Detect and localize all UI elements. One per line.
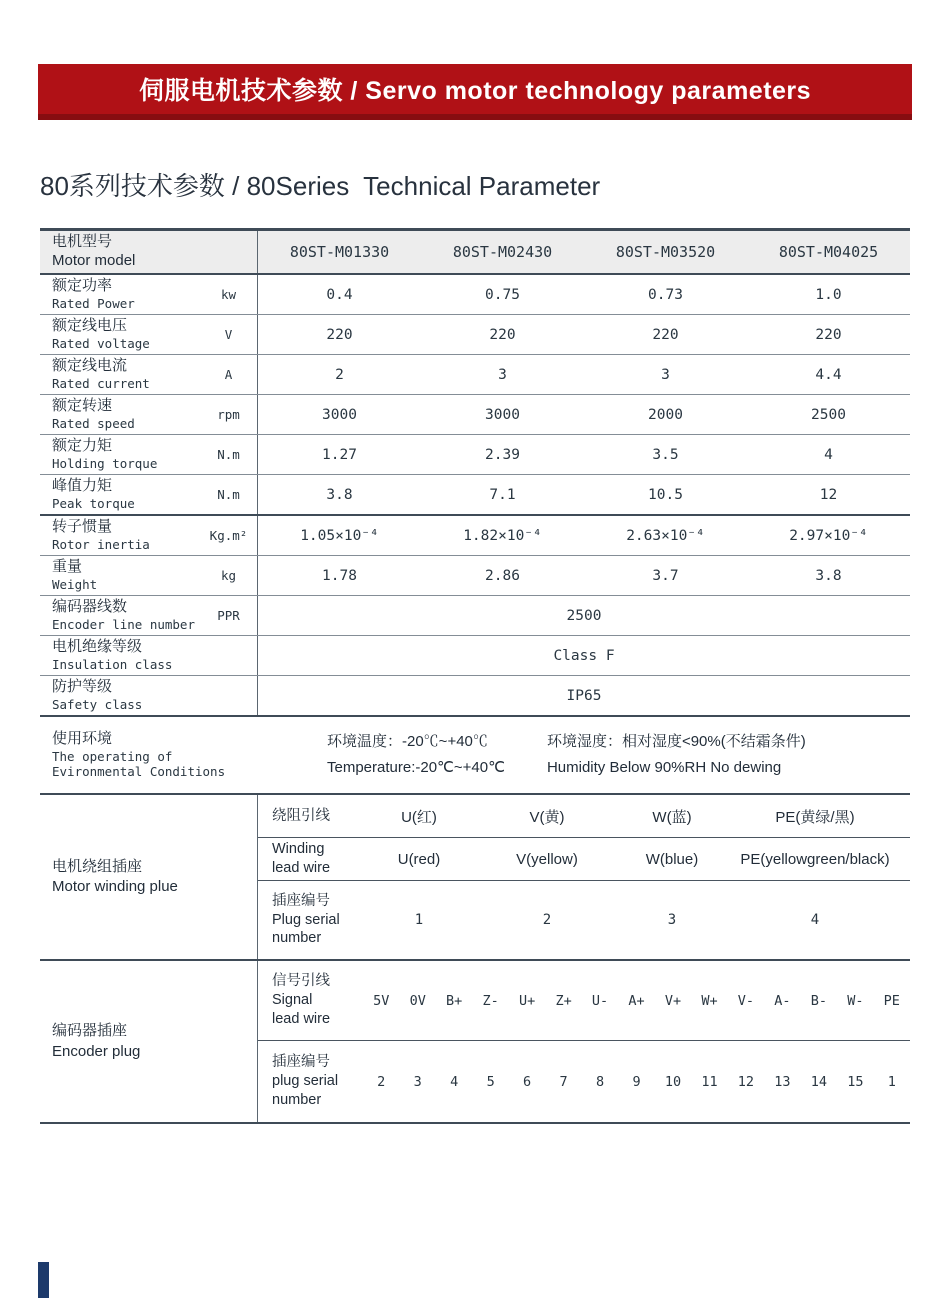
plug-number-cell: 7 — [559, 1073, 568, 1090]
spec-value: 2.86 — [485, 567, 520, 584]
spec-values — [257, 636, 910, 675]
signal-cell: W- — [847, 992, 864, 1009]
encoder-label-line: 信号引线 — [272, 973, 330, 990]
spec-values — [257, 516, 910, 555]
winding-side-label — [40, 795, 257, 959]
winding-subrow-label — [258, 892, 368, 949]
footer-accent-bar — [38, 1262, 49, 1298]
spec-label-zh: 额定线电压 — [52, 317, 128, 335]
model-name: 80ST-M03520 — [615, 243, 716, 261]
spec-label-cell — [40, 357, 200, 391]
spec-row — [40, 395, 910, 435]
winding-label-line: lead wire — [272, 860, 331, 876]
plug-number-cell: 15 — [847, 1073, 864, 1090]
spec-label-en: Peak torque — [52, 496, 135, 512]
spec-value: 3 — [498, 366, 507, 383]
signal-cell: U+ — [518, 992, 536, 1009]
spec-values — [257, 676, 910, 715]
spec-unit: V — [224, 327, 233, 342]
spec-values — [257, 475, 910, 514]
spec-table — [40, 228, 910, 1124]
winding-cell: V(黄) — [529, 808, 565, 826]
signal-cell: U- — [591, 992, 609, 1009]
spec-values — [257, 395, 910, 434]
spec-value-span: Class F — [553, 647, 615, 664]
spec-unit: N.m — [217, 447, 240, 462]
winding-side-label-zh: 电机绕组插座 — [52, 857, 143, 875]
plug-number-cell: 13 — [774, 1073, 791, 1090]
spec-value: 1.27 — [322, 446, 357, 463]
env-humidity-block — [547, 729, 806, 782]
spec-label-cell — [40, 477, 200, 511]
winding-cell: W(blue) — [645, 850, 699, 868]
spec-value: 12 — [819, 486, 838, 503]
encoder-subrow — [258, 961, 910, 1041]
plug-number-cell: 14 — [810, 1073, 827, 1090]
spec-unit: kg — [220, 568, 237, 583]
spec-unit: N.m — [217, 487, 240, 502]
encoder-label-line: 插座编号 — [272, 1054, 330, 1071]
signal-cell: V+ — [664, 992, 682, 1009]
spec-value: 3.5 — [652, 446, 679, 463]
env-humidity-zh: 环境湿度：相对湿度<90%(不结霜条件) — [546, 732, 806, 750]
spec-label-cell — [40, 598, 200, 632]
spec-value: 2 — [335, 366, 344, 383]
plug-number-cell: 8 — [595, 1073, 605, 1090]
winding-cell: 2 — [542, 912, 552, 928]
encoder-subrow-label — [258, 972, 363, 1029]
env-temperature-en: Temperature:-20℃~+40℃ — [327, 759, 505, 776]
winding-cell: U(红) — [401, 808, 437, 826]
spec-label-cell — [40, 317, 200, 351]
motor-winding-section — [40, 795, 910, 961]
spec-values — [257, 355, 910, 394]
plug-number-cell: 2 — [377, 1073, 386, 1090]
spec-row — [40, 355, 910, 395]
winding-cell: 3 — [667, 912, 677, 928]
spec-values — [257, 275, 910, 314]
spec-unit: Kg.m² — [209, 528, 248, 543]
spec-label-en: Weight — [52, 577, 98, 593]
encoder-label-line: number — [272, 1091, 322, 1108]
spec-value: 220 — [489, 326, 516, 343]
winding-subrow-label — [258, 840, 368, 878]
spec-label-en: Rated current — [52, 376, 150, 392]
header-label-zh: 电机型号 — [52, 233, 113, 251]
spec-label-en: Rated speed — [52, 416, 135, 432]
spec-value: 3 — [661, 366, 670, 383]
banner — [38, 64, 912, 120]
spec-value-span: 2500 — [566, 607, 602, 624]
spec-value: 220 — [815, 326, 842, 343]
spec-row — [40, 596, 910, 636]
spec-value: 1.05×10⁻⁴ — [300, 527, 379, 544]
model-name: 80ST-M04025 — [778, 243, 879, 261]
winding-cell: U(red) — [397, 850, 441, 868]
winding-label-line: 绕阻引线 — [272, 807, 330, 824]
winding-subrow — [258, 795, 910, 838]
spec-label-en: Encoder line number — [52, 617, 195, 633]
winding-side-label-en: Motor winding plue — [52, 878, 178, 895]
winding-label-line: 插座编号 — [272, 892, 330, 909]
winding-cell: PE(黄绿/黑) — [775, 808, 855, 826]
spec-value: 7.1 — [489, 486, 516, 503]
spec-value: 0.75 — [485, 286, 520, 303]
signal-cell: B- — [810, 992, 827, 1009]
spec-label-zh: 额定功率 — [52, 277, 113, 295]
winding-subrow — [258, 881, 910, 959]
winding-label-line: number — [272, 930, 322, 947]
header-label-cell — [40, 233, 200, 271]
spec-values — [257, 315, 910, 354]
signal-cell: A- — [774, 992, 791, 1009]
model-name: 80ST-M02430 — [452, 243, 553, 261]
header-label-en: Motor model — [52, 252, 136, 269]
plug-number-cell: 4 — [450, 1073, 459, 1090]
winding-subrow — [258, 838, 910, 881]
spec-rows-container — [40, 275, 910, 717]
spec-label-cell — [40, 277, 200, 311]
spec-value: 2000 — [648, 406, 683, 423]
winding-cell: V(yellow) — [516, 850, 578, 868]
env-content — [257, 717, 910, 793]
spec-value: 1.78 — [322, 567, 357, 584]
spec-row — [40, 475, 910, 516]
encoder-side-label — [40, 961, 257, 1122]
spec-value: 3.8 — [815, 567, 842, 584]
spec-value: 1.0 — [815, 286, 842, 303]
banner-title: 伺服电机技术参数 / Servo motor technology parameters — [138, 77, 812, 105]
encoder-subrow-label — [258, 1053, 363, 1110]
spec-value: 0.73 — [648, 286, 683, 303]
spec-unit: rpm — [217, 407, 240, 422]
spec-row — [40, 676, 910, 717]
spec-label-cell — [40, 638, 200, 672]
encoder-side-label-en: Encoder plug — [52, 1042, 141, 1060]
spec-row — [40, 275, 910, 315]
spec-label-en: Holding torque — [52, 456, 158, 472]
spec-value: 3.8 — [326, 486, 353, 503]
spec-label-en: Insulation class — [52, 657, 173, 673]
winding-cell: 1 — [414, 912, 424, 928]
spec-value: 4.4 — [815, 366, 842, 383]
winding-subrow-label — [258, 807, 368, 826]
signal-cell: B+ — [446, 992, 463, 1009]
spec-value: 2.39 — [485, 446, 520, 463]
spec-row — [40, 636, 910, 676]
spec-row — [40, 435, 910, 475]
spec-value-span: IP65 — [566, 687, 602, 704]
spec-value: 220 — [652, 326, 679, 343]
spec-label-cell — [40, 397, 200, 431]
env-temperature-block — [327, 729, 505, 782]
env-temperature-zh: 环境温度：-20℃~+40℃ — [327, 732, 488, 750]
env-label-en-2: Evironmental Conditions — [52, 764, 226, 780]
env-label-en-1: The operating of — [52, 748, 173, 764]
env-label-cell — [40, 730, 257, 780]
spec-label-en: Safety class — [52, 697, 143, 713]
spec-label-en: Rated Power — [52, 296, 135, 312]
spec-row — [40, 315, 910, 355]
winding-subtable — [257, 795, 910, 959]
spec-row — [40, 556, 910, 596]
signal-cell: W+ — [701, 992, 718, 1009]
plug-number-cell: 12 — [737, 1073, 755, 1090]
spec-label-zh: 额定转速 — [52, 397, 113, 415]
spec-values — [257, 596, 910, 635]
spec-value: 1.82×10⁻⁴ — [463, 527, 542, 544]
model-name: 80ST-M01330 — [289, 243, 390, 261]
winding-label-line: Winding — [272, 841, 325, 858]
encoder-subrow — [258, 1041, 910, 1122]
spec-value: 3000 — [485, 406, 520, 423]
spec-value: 3.7 — [652, 567, 679, 584]
plug-number-cell: 6 — [523, 1073, 532, 1090]
spec-label-cell — [40, 558, 200, 592]
env-humidity-en: Humidity Below 90%RH No dewing — [546, 759, 782, 776]
winding-label-line: Plug serial — [272, 911, 340, 928]
spec-label-zh: 转子惯量 — [52, 518, 113, 536]
spec-label-zh: 峰值力矩 — [52, 477, 113, 495]
encoder-subtable — [257, 961, 910, 1122]
encoder-side-label-zh: 编码器插座 — [52, 1022, 128, 1040]
spec-value: 3000 — [322, 406, 357, 423]
winding-cell: PE(yellowgreen/black) — [740, 850, 890, 868]
spec-label-zh: 额定线电流 — [52, 357, 128, 375]
spec-value: 2.63×10⁻⁴ — [626, 527, 705, 544]
spec-label-zh: 电机绝缘等级 — [52, 638, 143, 656]
plug-number-cell: 1 — [887, 1073, 896, 1090]
spec-unit: PPR — [217, 608, 240, 623]
spec-value: 4 — [824, 446, 833, 463]
spec-label-zh: 重量 — [52, 558, 83, 576]
table-header-row — [40, 231, 910, 275]
encoder-plug-section — [40, 961, 910, 1122]
row-operating-environment — [40, 717, 910, 795]
encoder-label-line: lead wire — [272, 1010, 331, 1027]
header-model-cells — [257, 231, 910, 273]
spec-value: 220 — [326, 326, 353, 343]
spec-unit: A — [224, 367, 233, 382]
plug-number-cell: 9 — [632, 1073, 641, 1090]
spec-value: 0.4 — [326, 286, 353, 303]
spec-row — [40, 516, 910, 556]
plug-number-cell: 11 — [701, 1073, 718, 1090]
signal-cell: Z- — [482, 992, 499, 1009]
spec-label-en: Rotor inertia — [52, 537, 150, 553]
spec-values — [257, 556, 910, 595]
spec-label-zh: 防护等级 — [52, 678, 113, 696]
winding-cell: W(蓝) — [652, 808, 692, 826]
signal-cell: 0V — [409, 992, 426, 1009]
spec-values — [257, 435, 910, 474]
plug-number-cell: 3 — [413, 1073, 422, 1090]
spec-label-cell — [40, 678, 200, 712]
signal-cell: PE — [883, 992, 900, 1009]
encoder-label-line: plug serial — [272, 1073, 339, 1090]
spec-label-zh: 额定力矩 — [52, 437, 113, 455]
signal-cell: V- — [737, 992, 755, 1009]
plug-number-cell: 5 — [486, 1073, 495, 1090]
spec-value: 10.5 — [648, 486, 683, 503]
env-label-zh: 使用环境 — [52, 730, 113, 747]
encoder-label-line: Signal — [272, 992, 313, 1009]
signal-cell: 5V — [373, 992, 390, 1009]
spec-value: 2.97×10⁻⁴ — [789, 527, 868, 544]
page-title: 80系列技术参数 / 80Series Technical Parameter — [40, 171, 601, 201]
spec-label-en: Rated voltage — [52, 336, 150, 352]
plug-number-cell: 10 — [664, 1073, 682, 1090]
spec-label-cell — [40, 518, 200, 552]
signal-cell: A+ — [628, 992, 645, 1009]
signal-cell: Z+ — [555, 992, 572, 1009]
spec-label-zh: 编码器线数 — [52, 598, 128, 616]
spec-unit: kw — [220, 287, 237, 302]
winding-cell: 4 — [810, 912, 820, 928]
spec-value: 2500 — [811, 406, 846, 423]
spec-label-cell — [40, 437, 200, 471]
